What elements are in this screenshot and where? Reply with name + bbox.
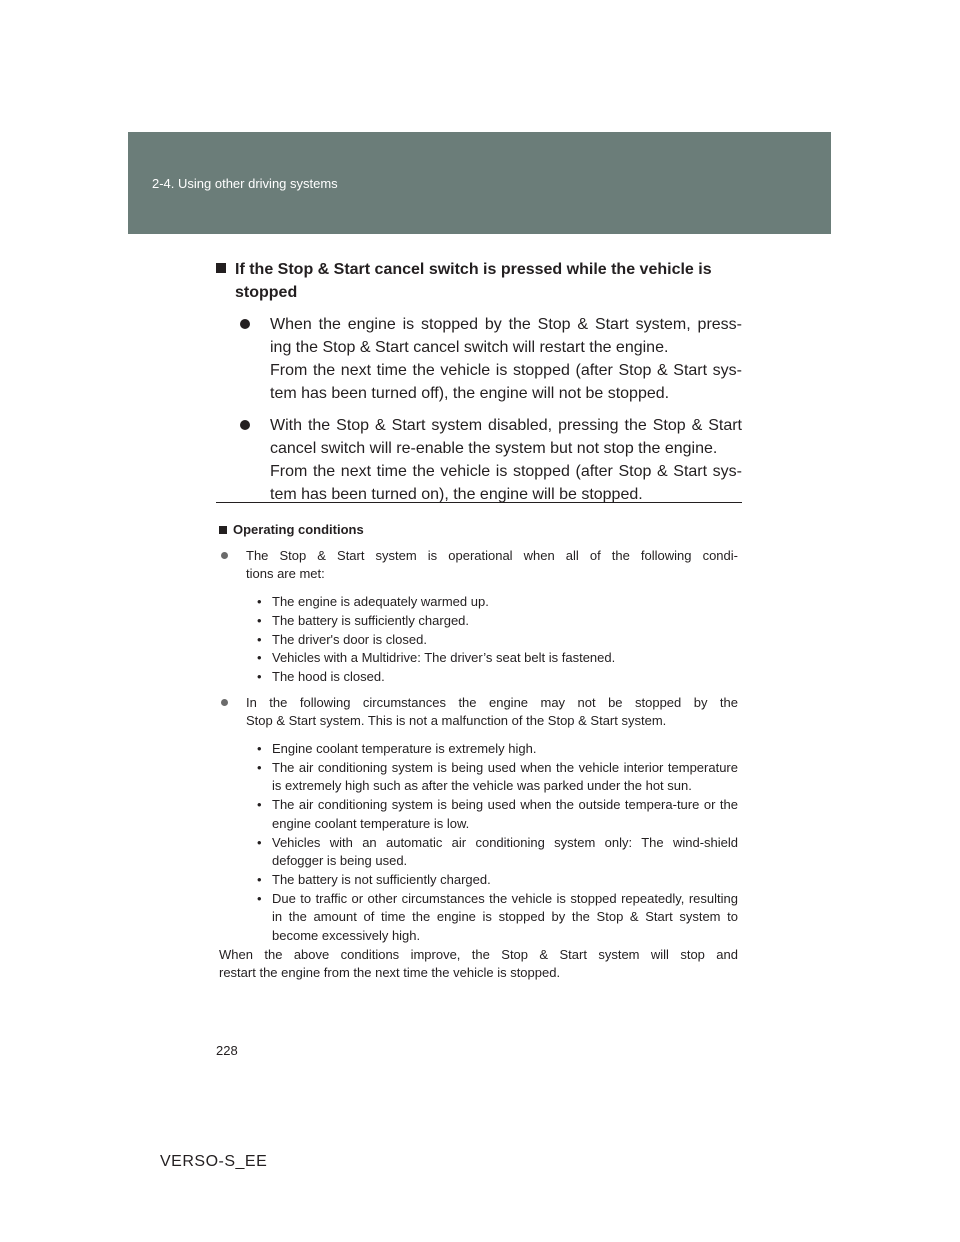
list-item: • The air conditioning system is being used when the vehicle interior temperature is extremely high such as after the vehicle was parked under the hot sun. [257, 759, 738, 794]
list-item: • The hood is closed. [257, 668, 385, 684]
main-list-item: When the engine is stopped by the Stop & Start system, press- ing the Stop & Start cancel switch will restart the engine. From the next time the vehicle is stopped (after Stop & Start sys- tem has been turned off), the engine will not be stopped. [216, 313, 742, 405]
round-bullet-icon [240, 319, 250, 329]
closing-paragraph: When the above conditions improve, the Stop & Start system will stop and restart the engine from the next time the vehicle is stopped. [219, 946, 738, 981]
square-bullet-icon [216, 263, 226, 273]
notes-list-item: The Stop & Start system is operational when all of the following condi- tions are met: • The engine is adequately warmed up. • The battery is sufficiently charged. • The driver's door is closed. • Vehicles with a Multidrive: The driver’s seat belt is fastened. • The hood is closed. [219, 547, 738, 687]
divider [216, 502, 742, 503]
condition-list [246, 593, 738, 687]
list-item: • Vehicles with an automatic air conditioning system only: The wind-shield defogger is being used. [257, 834, 738, 869]
notes-section [219, 521, 738, 983]
list-item: • Engine coolant temperature is extremely high. [257, 741, 537, 757]
page-number: 228 [216, 1043, 238, 1058]
main-list-item: With the Stop & Start system disabled, pressing the Stop & Start cancel switch will re-enable the system but not stop the engine. From the next time the vehicle is stopped (after Stop & Start sys- tem has been turned on), the engine will be stopped. [216, 414, 742, 506]
main-content [216, 258, 742, 506]
model-code: VERSO-S_EE [160, 1153, 268, 1170]
list-item: • The engine is adequately warmed up. [257, 594, 489, 610]
list-item: • The battery is sufficiently charged. [257, 612, 470, 628]
section-title: 2-4. Using other driving systems [152, 176, 338, 191]
round-bullet-icon [221, 552, 228, 559]
notes-heading: Operating conditions [219, 521, 738, 540]
list-item: • The driver's door is closed. [257, 631, 427, 647]
main-heading: If the Stop & Start cancel switch is pressed while the vehicle is stopped [216, 258, 742, 304]
list-item: • Due to traffic or other circumstances the vehicle is stopped repeatedly, resulting in the amount of time the engine is stopped by the Stop & Start system to become excessively high. [257, 890, 738, 944]
round-bullet-icon [221, 699, 228, 706]
round-bullet-icon [240, 420, 250, 430]
list-item: • The battery is not sufficiently charged. [257, 871, 491, 887]
list-item: • The air conditioning system is being used when the outside tempera-ture or the engine coolant temperature is low. [257, 797, 738, 831]
square-bullet-icon [219, 526, 227, 534]
list-item: • Vehicles with a Multidrive: The driver’s seat belt is fastened. [257, 650, 616, 666]
circumstance-list [246, 740, 738, 946]
notes-list-item: In the following circumstances the engine may not be stopped by the Stop & Start system. This is not a malfunction of the Stop & Start system. • Engine coolant temperature is extremely high. • The air conditioning system is being used when the vehicle interior temperature is extremely high such as after the vehicle was parked under the hot sun. • The air conditioning system is being used when the outside tempera-ture or the engine coolant temperature is low. • Vehicles with an automatic air conditioning system only: The wind-shield defogger is being used. • The battery is not sufficiently charged. • Due to traffic or other circumstances the vehicle is stopped repeatedly, resulting in the amount of time the engine is stopped by the Stop & Start system to become excessively high. [219, 694, 738, 946]
header-band [128, 132, 831, 234]
